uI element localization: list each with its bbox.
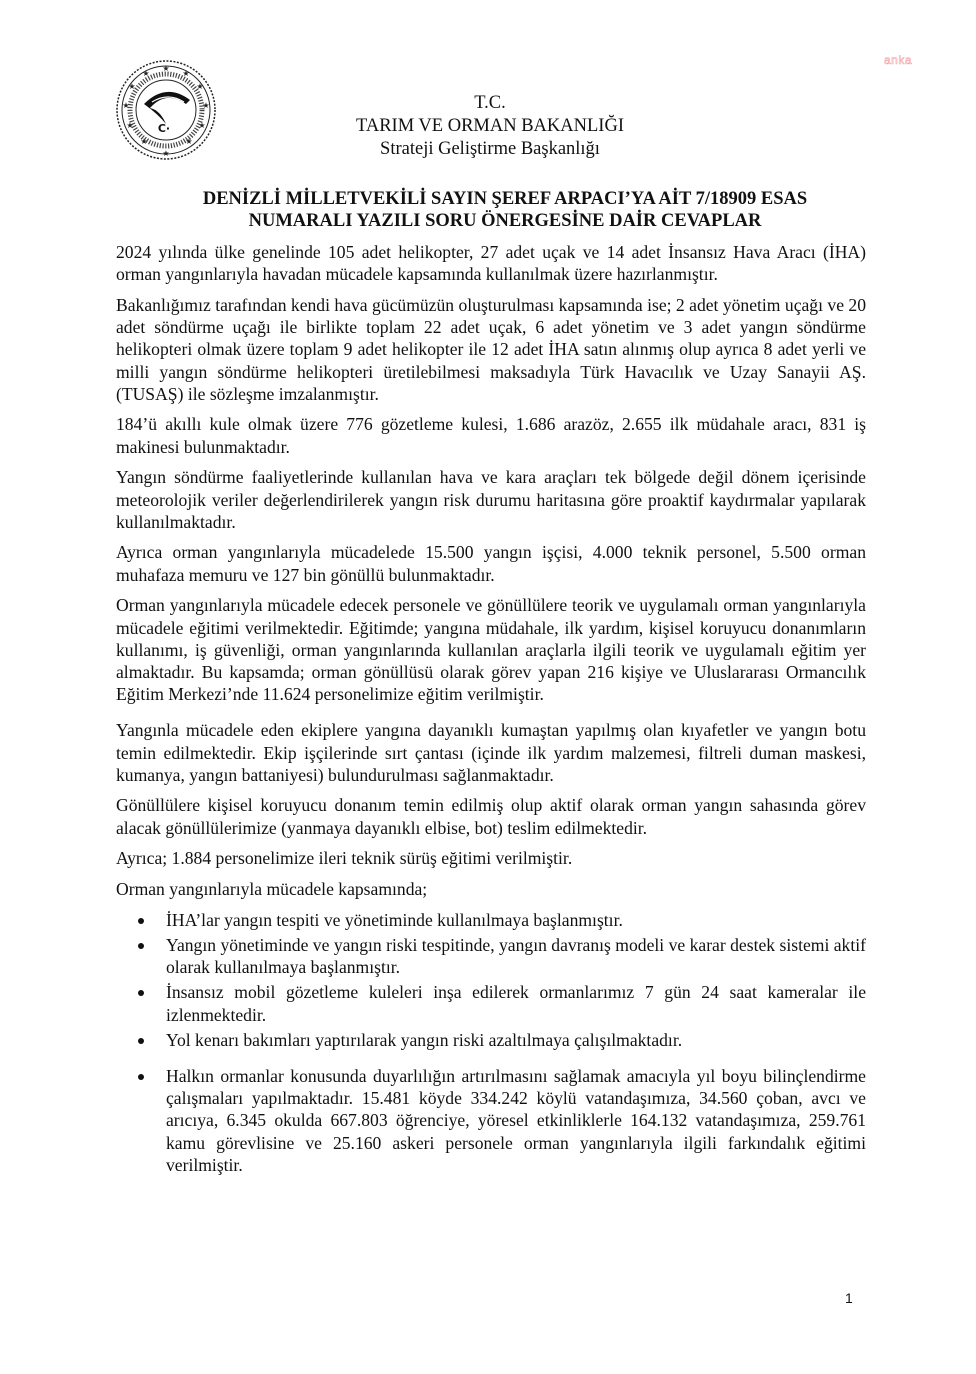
ministry-seal-icon: [114, 58, 218, 162]
svg-text:★: ★: [122, 101, 130, 110]
paragraph: Bakanlığımız tarafından kendi hava gücümüzün oluşturulması kapsamında ise; 2 adet yönetim uçağı ve 20 adet söndürme uçağı ile birlikte toplam 22 adet uçak, 6 adet yönetim ve 3 adet yangın söndürme helikopteri olmak üzere toplam 9 adet helikopter ile 12 adet İHA satın alınmış olup ayrıca 8 adet yerli ve milli yangın söndürme helikopteri üretilebilmesi maksadıyla Türk Havacılık ve Uzay Sanayii AŞ. (TUSAŞ) ile sözleşme imzalanmıştır.: [116, 294, 866, 404]
svg-text:★: ★: [162, 64, 170, 73]
bullet-icon: [138, 943, 144, 949]
svg-text:★: ★: [202, 101, 210, 110]
letterhead: [300, 92, 680, 161]
svg-text:★: ★: [126, 121, 134, 130]
paragraph: 2024 yılında ülke genelinde 105 adet helikopter, 27 adet uçak ve 14 adet İnsansız Hava Aracı (İHA) orman yangınlarıyla havadan mücadele kapsamında kullanılmak üzere hazırlanmıştır.: [116, 242, 866, 285]
paragraph: Gönüllülere kişisel koruyucu donanım temin edilmiş olup aktif olarak orman yangın sahasında görev alacak gönüllülerimize (yanmaya dayanıklı elbise, bot) teslim edilmektedir.: [116, 795, 866, 838]
bullet-icon: [138, 990, 144, 996]
svg-text:★: ★: [198, 121, 206, 130]
paragraph: Orman yangınlarıyla mücadele kapsamında;: [116, 879, 428, 900]
document-body: [116, 241, 866, 1179]
list-item: Yol kenarı bakımları yaptırılarak yangın riski azaltılmaya çalışılmaktadır.: [116, 1029, 866, 1051]
svg-text:★: ★: [196, 82, 204, 91]
list-item: İnsansız mobil gözetleme kuleleri inşa edilerek ormanlarımız 7 gün 24 saat kameralar ile izlenmektedir.: [116, 981, 866, 1025]
paragraph: Yangınla mücadele eden ekiplere yangına dayanıklı kumaştan yapılmış olan kıyafetler ve yangın botu temin edilmektedir. Ekip işçilerinde sırt çantası (içinde ilk yardım malzemesi, filtreli duman maskesi, kumanya, yangın battaniyesi) bulundurulması sağlanmaktadır.: [116, 720, 866, 785]
list-item: İHA’lar yangın tespiti ve yönetiminde kullanılmaya başlanmıştır.: [116, 909, 866, 931]
bullet-icon: [138, 918, 144, 924]
header-tc: T.C.: [474, 93, 506, 113]
svg-text:C·: C·: [157, 122, 171, 135]
list-item: Yangın yönetiminde ve yangın riski tespitinde, yangın davranış modeli ve karar destek sistemi aktif olarak kullanılmaya başlanmıştır.: [116, 934, 866, 978]
svg-text:★: ★: [142, 69, 150, 78]
paragraph: Ayrıca orman yangınlarıyla mücadelede 15.500 yangın işçisi, 4.000 teknik personel, 5.500 orman muhafaza memuru ve 127 bin gönüllü bulunmaktadır.: [116, 542, 866, 585]
svg-text:★: ★: [140, 137, 148, 146]
svg-text:★: ★: [162, 149, 170, 158]
paragraph: Orman yangınlarıyla mücadele edecek personele ve gönüllülere teorik ve uygulamalı orman yangınlarıyla mücadele eğitimi verilmektedir. Eğitimde; yangına müdahale, ilk yardım, kişisel koruyucu donanımların kullanımı, iş güvenliği, orman yangınlarında kullanılan araçlarla ilgili teorik ve uygulamalı eğitim yer almaktadır. Bu kapsamda; orman gönüllüsü olarak görev yapan 216 kişiye ve Uluslararası Ormancılık Eğitim Merkezi’nde 11.624 personelimize eğitim verilmiştir.: [116, 595, 866, 705]
title-line-2: NUMARALI YAZILI SORU ÖNERGESİNE DAİR CEVAPLAR: [248, 211, 762, 231]
header-ministry: TARIM VE ORMAN BAKANLIĞI: [356, 116, 624, 136]
svg-text:★: ★: [182, 69, 190, 78]
svg-text:★: ★: [128, 82, 136, 91]
paragraph: Ayrıca; 1.884 personelimize ileri teknik sürüş eğitimi verilmiştir.: [116, 848, 573, 869]
bullet-icon: [138, 1038, 144, 1044]
document-title: [110, 188, 900, 232]
header-department: Strateji Geliştirme Başkanlığı: [380, 139, 600, 159]
title-line-1: DENİZLİ MİLLETVEKİLİ SAYIN ŞEREF ARPACI’YA AİT 7/18909 ESAS: [202, 189, 808, 209]
paragraph: Yangın söndürme faaliyetlerinde kullanılan hava ve kara araçları tek bölgede değil dönem içerisinde meteorolojik veriler değerlendirilerek yangın risk durumu haritasına göre proaktif kaydırmalar yapılarak kullanılmaktadır.: [116, 467, 866, 532]
svg-text:★: ★: [185, 137, 193, 146]
watermark: anka: [884, 53, 913, 67]
list-item: Halkın ormanlar konusunda duyarlılığın artırılmasını sağlamak amacıyla yıl boyu bilinçlendirme çalışmaları yapılmaktadır. 15.481 köyde 334.242 köylü vatandaşımıza, 34.560 çoban, avcı ve arıcıya, 6.345 okulda 667.803 öğrenciye, yöresel etkinliklerle 164.132 vatandaşımıza, 259.761 kamu görevlisine ve 25.160 askeri personele orman yangınlarıyla ilgili farkındalık eğitimi verilmiştir.: [116, 1065, 866, 1176]
bullet-icon: [138, 1074, 144, 1080]
paragraph: 184’ü akıllı kule olmak üzere 776 gözetleme kulesi, 1.686 arazöz, 2.655 ilk müdahale aracı, 831 iş makinesi bulunmaktadır.: [116, 414, 866, 457]
page-number: 1: [845, 1290, 853, 1306]
bullet-list: [116, 909, 866, 1176]
